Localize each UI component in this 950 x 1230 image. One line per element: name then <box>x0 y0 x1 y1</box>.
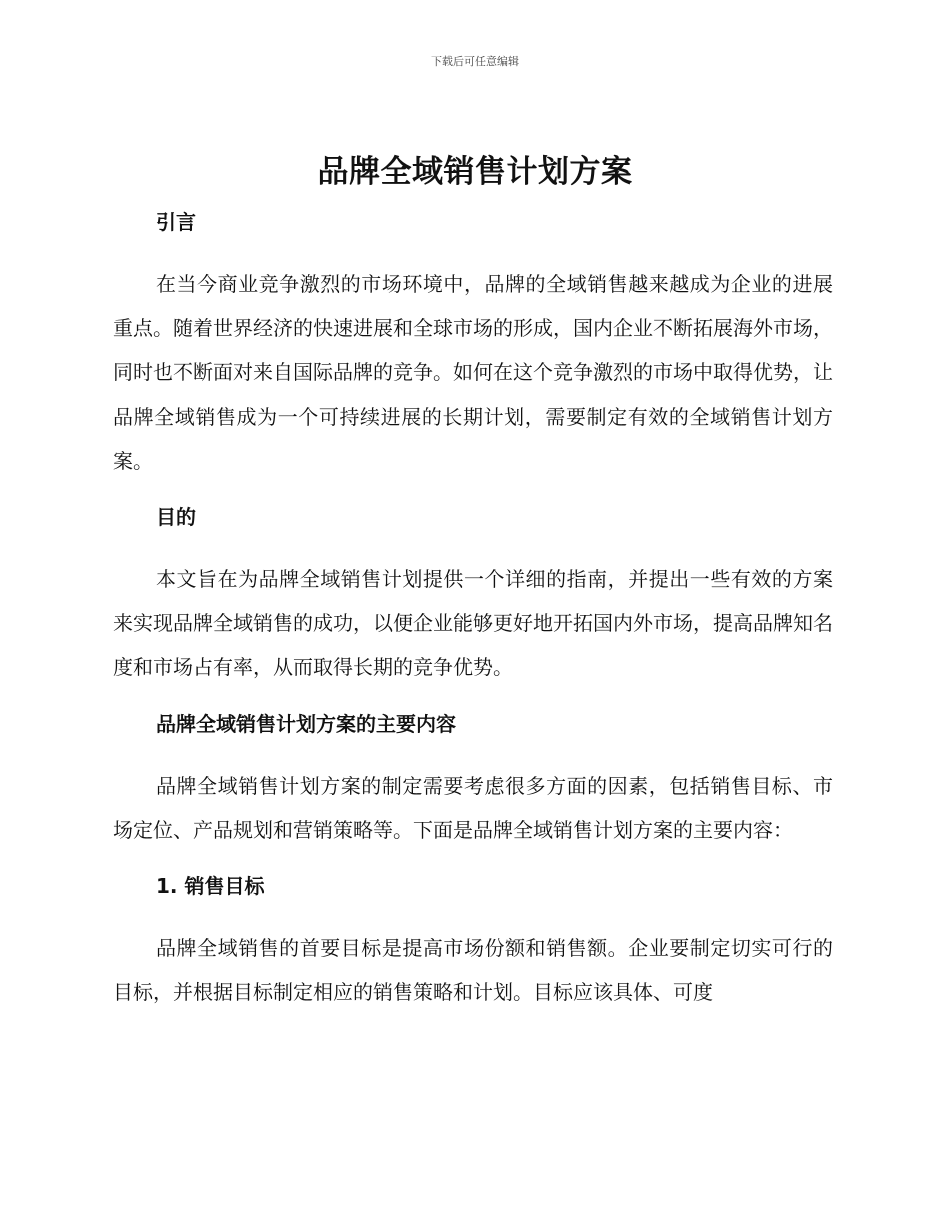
document-body <box>113 202 833 1014</box>
section-paragraph-introduction: 在当今商业竞争激烈的市场环境中，品牌的全域销售越来越成为企业的进展重点。随着世界经济的快速进展和全球市场的形成，国内企业不断拓展海外市场，同时也不断面对来自国际品牌的竞争。如何在这个竞争激烈的市场中取得优势，让品牌全域销售成为一个可持续进展的长期计划，需要制定有效的全域销售计划方案。 <box>113 272 833 473</box>
document-title: 品牌全域销售计划方案 <box>317 154 633 190</box>
section-paragraph-purpose: 本文旨在为品牌全域销售计划提供一个详细的指南，并提出一些有效的方案来实现品牌全域销售的成功，以便企业能够更好地开拓国内外市场，提高品牌知名度和市场占有率，从而取得长期的竞争优势。 <box>113 567 833 680</box>
section-heading-main-content: 品牌全域销售计划方案的主要内容 <box>156 711 456 736</box>
section-heading-sales-target: 1. 销售目标 <box>156 874 265 899</box>
section-heading-purpose: 目的 <box>156 505 196 530</box>
section-paragraph-main-content: 品牌全域销售计划方案的制定需要考虑很多方面的因素，包括销售目标、市场定位、产品规划和营销策略等。下面是品牌全域销售计划方案的主要内容： <box>113 773 833 842</box>
section-paragraph-sales-target: 品牌全域销售的首要目标是提高市场份额和销售额。企业要制定切实可行的目标，并根据目标制定相应的销售策略和计划。目标应该具体、可度 <box>113 936 833 1005</box>
page-header-note: 下载后可任意编辑 <box>431 55 519 68</box>
section-heading-introduction: 引言 <box>156 210 196 234</box>
